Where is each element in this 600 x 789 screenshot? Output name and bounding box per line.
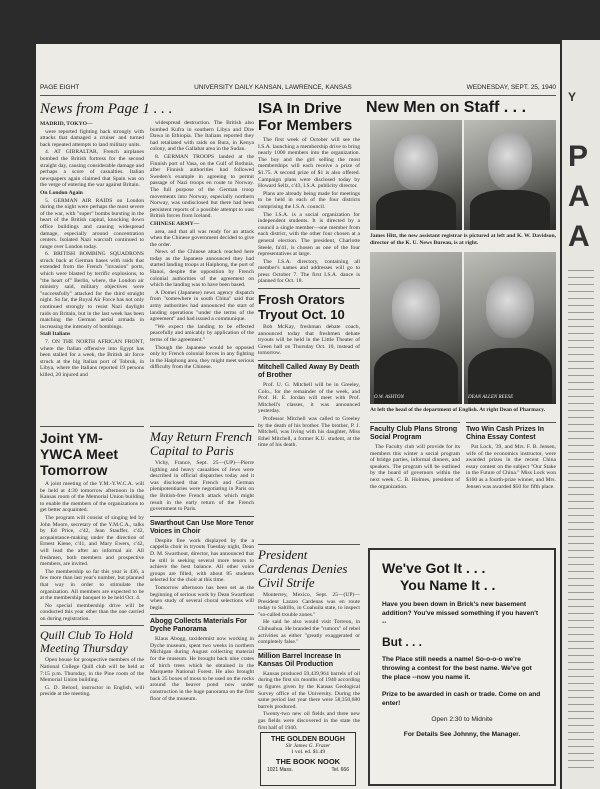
newspaper-page [36,44,560,789]
paragraph: No special membership drive will be conducted this year other than the one carried on during registration. [40,602,144,622]
ad-details: For Details See Johnny, the Manager. [403,731,521,738]
vichy-article [150,426,254,786]
paragraph: Bob McKay, freshman debate coach, announced today that freshmen debate tryouts will be held in the Little Theater of Green hall on Thursday Oct. 10, instead of tomorrow. [258,324,360,357]
page-date: WEDNESDAY, SEPT. 25, 1940 [466,84,556,91]
paragraph: Despite fine work displayed by the a cappella choir in tryouts Tuesday night, Dean D. M. Swarthout, director, has announced that he still is seeking several more tenors to achieve the best balance. All other voice groups are filled, with about 85 students selected for the choir at this time. [150,537,254,584]
paragraph: A Domei (Japanese) news agency dispatch from "somewhere in south China" said that army authorities had announced the start of landing operations "under the terms of the agreement" and had issued a communique. [150,289,254,323]
photo-label: O.W. ASHTON [374,395,404,400]
book-price: 1 vol. ed. $1.49 [290,749,326,755]
adjacent-page-edge [562,40,600,789]
photo-caption-top: James Hitt, the new assistant registrar is pictured at left and K. W. Davidson, director of the K. U. News Bureau, is at right. [370,233,556,246]
edge-letter: A [568,220,590,253]
ad-hours: Open 2:30 to Midnite [431,716,493,723]
swarthout-headline: Swarthout Can Use More Tenor Voices in Choir [150,519,254,535]
book-author: Sir James G. Frazer [285,743,331,749]
new-men-headline: New Men on Staff . . . [366,99,527,116]
store-address: 1021 Mass. [267,767,293,773]
paragraph: Plans are already being made for meetings to be held in each of the four districts comprising the I.S.A. council. [258,190,360,210]
frosh-orators-headline: Frosh Orators Tryout Oct. 10 [258,292,345,323]
paragraph: Open house for prospective members of the National College Quill club will be held at 7:15 p.m. Thursday, in the Pine room of the Memorial Union building. [40,657,144,684]
ad-text: Prize to be awarded in cash or trade. Come on and enter! [382,691,541,707]
paragraph: Prof. U. G. Mitchell will be in Greeley, Colo., for the remainder of the week, and Prof. H. E. Jordan will meet with Prof. Mitchell's classes, it was announced yesterday. [258,382,360,415]
paragraph: Vichy, France, Sept. 25—(UP)—Pierre ligthing and heavy casualties of Jews were described in official dispatches today and it was disclosed that French and German plenipotentiaries were negotiating in Paris on the British-free French attack which might result in the early return of the French government to Paris. [150,460,254,513]
store-name: THE BOOK NOOK [275,757,341,766]
paragraph: A joint meeting of the Y.M.-Y.W.C.A. will be held at 4:30 tomorrow afternoon in the Kansas room of the Memorial Union building to enable the members of the organizations to get better acquainted. [40,481,144,514]
paragraph: The I.S.A. directory, containing all member's names and addresses will go to press October 7. The first I.S.A. dance is planned for Oct. 18. [258,258,360,285]
paragraph: News of the Chinese attack reached here today as the Japanese announced they had started landing troops at Haiphong, the port of Hanoi, despite the opposition by French colonial authorities of the agreement on which the landing was to have been based. [150,249,254,289]
paragraph: 7. ON THE NORTH AFRICAN FRONT, where the Italian offensive into Egypt has been stalled for a week, the British air force struck at the big Italian port of Tobruk, in Libya, where the Italians reported 19 persons killed, 20 injured and [40,339,144,378]
subhead: Stall Italians [40,331,71,338]
abogg-headline: Abogg Collects Materials For Dyche Panorama [150,618,247,634]
paragraph: The I.S.A. is a social organization for independent students. It is directed by a council a single member—one member from each district, with the other four chosen at a general election. The president, Charlotte Steele, fa'41, is chosen as one of the four representatives at large. [258,211,360,258]
paragraph: 8. GERMAN TROOPS landed at the Finnish port of Vasa, on the Gulf of Bothnia, after Finnish authorities had followed Sweden's example in agreeing to permit passage of Nazi troops en route to Norway. The full purpose of the German troop movements into Norway, especially northern Norway, was undisclosed but there had been persistent reports of a possible attempt to oust British forces from Iceland. [150,153,254,220]
paragraph: The first week of October will see the I.S.A. launching a membership drive to bring nearly 1000 members into the organization. The boy and the girl selling the most memberships will each receive a prize of $1.75. A second prize of $1 is also offered. Campaign plans were disclosed today by Howard Sellz, c'43, I.S.A. publicity director. [258,137,360,190]
joint-ym-ywca-article [40,426,144,786]
vichy-headline: May Return French Capital to Paris [150,429,253,458]
page-header [40,84,556,96]
quill-club-headline: Quill Club To Hold Meeting Thursday [40,628,133,656]
paragraph: Klaus Abogg, taxidermist now working in Dyche museum, spent two weeks in northern Michigan during August collecting material for the museum. He brought back nine crates of birch trees which he obtained in the Marquette National Forest. He also brought back 25 boxes of moss to be used on the rocks around the beaver pond now under construction in the huge panorama on the first floor of the museum. [150,636,254,702]
paragraph: Kansas produced 59,439,964 barrels of oil during the first six months of 1940 according to figures given by the Kansas Geological Survey office of the University. During the same period last year there were 58,350,680 barrels produced. [258,670,360,710]
joint-meet-headline: Joint YM-YWCA Meet Tomorrow [40,430,119,478]
paragraph: 4. AT GIBRALTAR, French airplanes bombed the British fortress for the second straight day, causing considerable damage and perhaps a score of casualties. Italian newspapers again claimed that Spain was on the verge of entering the war against Britain. [40,149,144,189]
paragraph: He said he also would visit Torreon, in Chihuahua. He branded the "rumors" of rebel activities as either "greatly exaggerated or completely false." [258,619,360,646]
paragraph: Monterrey, Mexico, Sept. 25—(UP)—President Lazaro Cardenas was en route today to Saltillo, in Coahuila state, to inspect "so-called trouble zones." [258,592,360,618]
paragraph: The program will consist of singing led by John Moore, secretary of the Y.M.C.A., talks by Ed Price, c'42, Jean Stauffer, c'42, acquaintance-making under the direction of Ernest Kiene, c'41, and Mary Ewers, c'42, will lead the after an informal air. All freshmen, both members and prospective members, are invited. [40,514,144,568]
faculty-club-article [370,422,460,542]
column-2 [150,120,254,420]
paragraph: Professor Mitchell was called to Greeley by the death of his brother. The brother, P. J. Mitchell, was living with his daughter, Miss Ethel Mitchell, a former K.U. student, at the time of his death. [258,416,360,449]
news-from-page-1-title: News from Page 1 . . . [40,101,173,117]
page-number: PAGE EIGHT [40,84,80,91]
edge-letter: A [568,180,590,213]
oil-headline: Million Barrel Increase In Kansas Oil Production [258,652,341,668]
edge-letter: Y [568,90,577,104]
mitchell-headline: Mitchell Called Away By Death of Brother [258,364,360,380]
china-essay-headline: Two Win Cash Prizes In China Essay Contest [466,426,544,441]
subhead: On London Again [40,189,83,196]
book-title: THE GOLDEN BOUGH [271,736,345,743]
ad-text: The Place still needs a name! So-o-o-o we're throwing a contest for the best name. We've got the place --now you name it. [382,656,532,681]
photo-ow-ashton [370,252,462,404]
edge-letter: P [568,140,589,173]
paragraph: Tomorrow afternoon has been set as the beginning of serious work by Dean Swarthout when study of several choral selections will begin. [150,584,254,611]
ad-headline-3: But . . . [382,635,422,649]
photo-allen-reese [464,252,556,404]
photo-caption-bottom: At left the head of the department of English. At right Dean of Pharmacy. [370,407,546,413]
faculty-club-headline: Faculty Club Plans Strong Social Program [370,426,458,441]
dateline: MADRID, TOKYO— [40,121,93,127]
isa-headline: ISA In Drive For Members [258,100,353,134]
paragraph: The membership so far this year is 436, a few more than last year's number, but planned that way in order to stimulate the organization. All members are expected to be at the membership banquet to be held Oct. 4. [40,568,144,602]
paragraph: widespread destruction. The British also bombed Kufra in southern Libya and Dire Dawa in Ethiopia. The Italians reported they had retaliated with raids on Bura, in Kenya colony, and the Gallabat area in the Sudan. [150,120,254,153]
bricks-contest-ad [368,548,556,786]
ad-headline-2: You Name It . . [400,577,496,593]
ad-text: Have you been down in Brick's new basement addition? You've missed something if you haven't -- [382,601,539,626]
china-essay-article [466,422,556,542]
column-3 [258,100,360,540]
cardenas-headline: President Cardenas Denies Civil Strife [258,547,348,590]
paragraph: 5. GERMAN AIR RAIDS on London during the night were perhaps the most severe of the war, with "super" bombs bursting in the heart of the British capital, knocking down office buildings and causing widespread damage, especially around concentration centers. Isolated Nazi warcraft continued to range over London today. [40,197,144,250]
paragraph: "We expect the landing to be effected peacefully and amicably by application of the terms of the agreement." [150,323,254,343]
paragraph: Twenty-two new oil fields and three new gas fields were discovered in the state the first half of 1940. [258,711,360,731]
paragraph: 6. BRITISH BOMBING SQUADRONS struck back at German bases with raids that extended from the French "invasion" ports, which were blasted by terrific explosions, to "the heart of" Berlin, where, the London air ministry said, military objectives were "successfully" attacked for the third straight night. So far, the Royal Air Force has not only continued strongly to resist Nazi daylight raids on Britain, but in the last week has been matching the German aerial armada in increasing the intensity of bombings. [40,251,144,330]
ad-headline-1: We've Got It . . . [382,560,486,576]
subhead: CHINESE ARMY— [150,220,200,227]
paragraph: G. D. Beloof, instructor in English, will preside at the meeting. [40,684,144,698]
paragraph: The Faculty club will provide for its members this winter a social program of bridge parties, informal dinners, and speakers. The program will be outlined by the board of governors within the next week. C. B. Holmes, president of the organization. [370,444,460,490]
store-phone: Tel. 666 [331,767,349,773]
photo-kw-davidson [464,120,556,230]
photo-james-hitt [370,120,462,230]
paragraph: Though the Japanese would be opposed only by French colonial forces in any fighting in the Haiphong area, they might meet serious difficulty from the Chinese. [150,344,254,371]
book-nook-ad [260,732,356,786]
paragraph: area, and that all was ready for an attack when the Chinese government decided to give the order. [150,228,254,248]
paragraph: Pat Lock, '39, and Mrs. F. B. Jensen, wife of the economics instructor, were awarded prizes in the recent China essay contest on the subject "Our Stake in the Future of China." Miss Lock won $100 as a fourth-prize winner, and Mrs. Jensen was awarded $50 for fifth place. [466,444,556,490]
photo-label: DEAN ALLEN REESE [468,395,514,400]
paragraph: were reported fighting back strongly with attacks that damaged a cruiser and turned back repeated attempts to land military units. [40,128,144,148]
paper-name: UNIVERSITY DAILY KANSAN, LAWRENCE, KANSAS [194,84,352,91]
